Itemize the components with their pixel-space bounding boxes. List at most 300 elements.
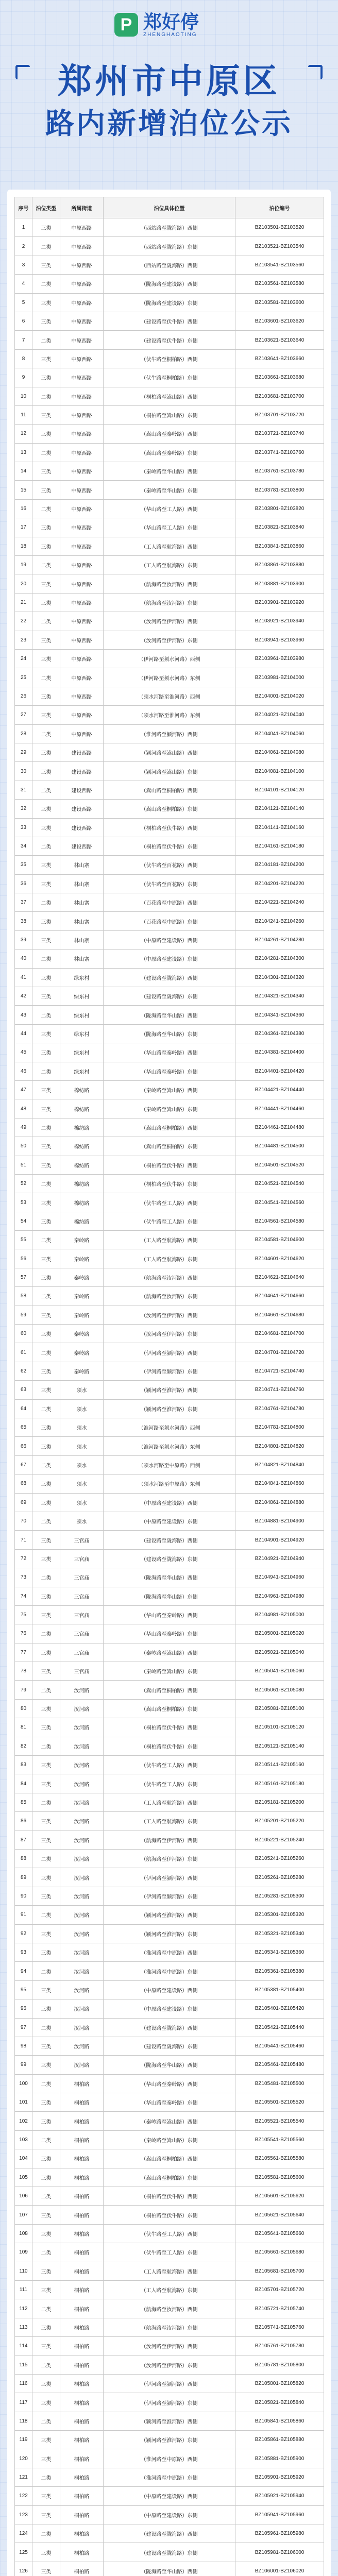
table-row: [15, 1737, 324, 1755]
cell-number: BZ103501-BZ103520: [235, 218, 324, 237]
cell-location: （建设路至陇海路）东侧: [104, 2037, 235, 2055]
cell-location: （颍河路至淮河路）东侧: [104, 1399, 235, 1418]
cell-location: （颍河路至嵩山路）西侧: [104, 743, 235, 761]
cell-type: 三类: [32, 1325, 60, 1343]
cell-street: 林山寨: [60, 893, 104, 912]
cell-location: （伏牛路至百花路）东侧: [104, 874, 235, 893]
table-row: [15, 1531, 324, 1549]
cell-index: 47: [15, 1080, 32, 1099]
cell-type: 二类: [32, 1062, 60, 1080]
cell-number: BZ104501-BZ104520: [235, 1156, 324, 1174]
cell-number: BZ103821-BZ103840: [235, 518, 324, 537]
cell-location: （华山路至工人路）东侧: [104, 518, 235, 537]
cell-number: BZ103621-BZ103640: [235, 331, 324, 349]
cell-index: 3: [15, 256, 32, 274]
cell-number: BZ104921-BZ104940: [235, 1549, 324, 1568]
cell-street: 棉纺路: [60, 1212, 104, 1230]
table-row: [15, 2543, 324, 2562]
cell-number: BZ104701-BZ104720: [235, 1343, 324, 1362]
cell-index: 38: [15, 912, 32, 930]
cell-number: BZ103901-BZ103920: [235, 593, 324, 612]
cell-street: 桐柏路: [60, 2149, 104, 2168]
cell-street: 中原西路: [60, 368, 104, 387]
table-row: [15, 706, 324, 724]
cell-location: （嵩山路至桐柏路）西侧: [104, 1118, 235, 1137]
cell-number: BZ103961-BZ103980: [235, 649, 324, 668]
cell-number: BZ104001-BZ104020: [235, 687, 324, 705]
cell-number: BZ104641-BZ104660: [235, 1287, 324, 1306]
cell-index: 55: [15, 1231, 32, 1249]
cell-type: 二类: [32, 275, 60, 293]
cell-index: 5: [15, 293, 32, 312]
cell-index: 31: [15, 781, 32, 799]
cell-number: BZ105101-BZ105120: [235, 1718, 324, 1737]
cell-type: 二类: [32, 1287, 60, 1306]
cell-location: （秦岭路至嵩山路）西侧: [104, 2112, 235, 2130]
cell-street: 建设西路: [60, 800, 104, 818]
cell-location: （中原路至建设路）西侧: [104, 930, 235, 949]
cell-street: 林山寨: [60, 930, 104, 949]
cell-type: 二类: [32, 781, 60, 799]
cell-index: 122: [15, 2487, 32, 2505]
cell-number: BZ104061-BZ104080: [235, 743, 324, 761]
cell-number: BZ104681-BZ104700: [235, 1325, 324, 1343]
cell-index: 116: [15, 2374, 32, 2393]
cell-index: 59: [15, 1306, 32, 1324]
cell-street: 绿东村: [60, 987, 104, 1006]
cell-street: 桐柏路: [60, 2337, 104, 2355]
table-row: [15, 331, 324, 349]
cell-number: BZ103701-BZ103720: [235, 405, 324, 424]
cell-street: 秦岭路: [60, 1268, 104, 1286]
cell-type: 三类: [32, 2393, 60, 2412]
cell-number: BZ104261-BZ104280: [235, 930, 324, 949]
cell-location: （建设路至陇海路）西侧: [104, 2018, 235, 2037]
cell-street: 三官庙: [60, 1624, 104, 1643]
cell-street: 中原西路: [60, 481, 104, 499]
cell-number: BZ105901-BZ105920: [235, 2468, 324, 2486]
cell-number: BZ105741-BZ105760: [235, 2318, 324, 2336]
cell-location: （嵩山路至桐柏路）东侧: [104, 800, 235, 818]
cell-index: 22: [15, 612, 32, 631]
cell-street: 中原西路: [60, 499, 104, 518]
table-row: [15, 1043, 324, 1062]
cell-type: 三类: [32, 2206, 60, 2224]
cell-index: 113: [15, 2318, 32, 2336]
table-row: [15, 1062, 324, 1080]
cell-street: 桐柏路: [60, 2206, 104, 2224]
cell-type: 三类: [32, 1212, 60, 1230]
cell-location: （淮河路至中原路）东侧: [104, 2468, 235, 2486]
cell-type: 二类: [32, 1512, 60, 1530]
cell-number: BZ105161-BZ105180: [235, 1774, 324, 1793]
cell-location: （航海路至汝河路）西侧: [104, 2299, 235, 2318]
cell-index: 34: [15, 837, 32, 855]
cell-street: 汝河路: [60, 2018, 104, 2037]
cell-number: BZ105481-BZ105500: [235, 2074, 324, 2093]
cell-number: BZ105981-BZ106000: [235, 2543, 324, 2562]
cell-number: BZ103541-BZ103560: [235, 256, 324, 274]
cell-location: （中原路至建设路）东侧: [104, 1999, 235, 2018]
cell-number: BZ105881-BZ105900: [235, 2449, 324, 2468]
cell-type: 三类: [32, 1662, 60, 1681]
table-row: [15, 405, 324, 424]
cell-index: 46: [15, 1062, 32, 1080]
cell-street: 三官庙: [60, 1549, 104, 1568]
cell-street: 中原西路: [60, 275, 104, 293]
table-row: [15, 425, 324, 443]
table-row: [15, 1568, 324, 1587]
cell-location: （伊河路至颍河路）东侧: [104, 1362, 235, 1380]
cell-street: 汝河路: [60, 1699, 104, 1718]
cell-number: BZ105681-BZ105700: [235, 2262, 324, 2280]
cell-number: BZ104241-BZ104260: [235, 912, 324, 930]
cell-street: 建设西路: [60, 743, 104, 761]
header: [0, 0, 338, 185]
cell-street: 林山寨: [60, 856, 104, 874]
table-row: [15, 518, 324, 537]
cell-location: （工人路至航海路）西侧: [104, 1231, 235, 1249]
cell-number: BZ104601-BZ104620: [235, 1249, 324, 1268]
cell-index: 61: [15, 1343, 32, 1362]
cell-index: 19: [15, 556, 32, 574]
cell-index: 81: [15, 1718, 32, 1737]
table-row: [15, 1080, 324, 1099]
table-row: [15, 368, 324, 387]
cell-index: 100: [15, 2074, 32, 2093]
cell-index: 88: [15, 1849, 32, 1868]
cell-type: 二类: [32, 237, 60, 256]
cell-street: 中原西路: [60, 649, 104, 668]
cell-location: （伏牛路至工人路）东侧: [104, 1774, 235, 1793]
cell-location: （华山路至秦岭路）东侧: [104, 1062, 235, 1080]
table-row: [15, 2187, 324, 2206]
cell-index: 14: [15, 462, 32, 481]
cell-index: 68: [15, 1475, 32, 1493]
cell-number: BZ104821-BZ104840: [235, 1455, 324, 1474]
table-row: [15, 2130, 324, 2149]
cell-location: （伊河路至颍河路）西侧: [104, 1868, 235, 1887]
cell-index: 73: [15, 1568, 32, 1587]
cell-number: BZ103561-BZ103580: [235, 275, 324, 293]
cell-type: 三类: [32, 349, 60, 368]
cell-type: 三类: [32, 1080, 60, 1099]
cell-number: BZ104021-BZ104040: [235, 706, 324, 724]
cell-index: 126: [15, 2562, 32, 2576]
cell-location: （秦岭路至嵩山路）东侧: [104, 1099, 235, 1118]
cell-index: 82: [15, 1737, 32, 1755]
cell-index: 74: [15, 1587, 32, 1605]
cell-location: （嵩山路至桐柏路）西侧: [104, 781, 235, 799]
cell-index: 48: [15, 1099, 32, 1118]
cell-type: 三类: [32, 1249, 60, 1268]
cell-index: 56: [15, 1249, 32, 1268]
table-row: [15, 1493, 324, 1512]
cell-type: 三类: [32, 2505, 60, 2524]
cell-index: 117: [15, 2393, 32, 2412]
cell-street: 中原西路: [60, 462, 104, 481]
cell-number: BZ104661-BZ104680: [235, 1306, 324, 1324]
cell-index: 105: [15, 2168, 32, 2187]
cell-type: 三类: [32, 2374, 60, 2393]
cell-type: 三类: [32, 1756, 60, 1774]
table-row: [15, 1512, 324, 1530]
cell-index: 50: [15, 1137, 32, 1156]
cell-location: （嵩山路至桐柏路）东侧: [104, 1137, 235, 1156]
cell-number: BZ103921-BZ103940: [235, 612, 324, 631]
cell-number: BZ104961-BZ104980: [235, 1587, 324, 1605]
cell-index: 10: [15, 387, 32, 405]
table-row: [15, 2449, 324, 2468]
cell-street: 建设西路: [60, 818, 104, 837]
cell-location: （桐柏路至伏牛路）西侧: [104, 1156, 235, 1174]
header-index: 序号: [15, 197, 32, 218]
cell-number: BZ105761-BZ105780: [235, 2337, 324, 2355]
cell-number: BZ104121-BZ104140: [235, 800, 324, 818]
cell-number: BZ105241-BZ105260: [235, 1849, 324, 1868]
cell-number: BZ105501-BZ105520: [235, 2093, 324, 2112]
cell-type: 二类: [32, 668, 60, 687]
cell-index: 79: [15, 1681, 32, 1699]
table-row: [15, 856, 324, 874]
cell-number: BZ103761-BZ103780: [235, 462, 324, 481]
cell-street: 汝河路: [60, 1812, 104, 1831]
cell-street: 棉纺路: [60, 1137, 104, 1156]
cell-number: BZ104741-BZ104760: [235, 1381, 324, 1399]
cell-location: （颍河路至淮河路）西侧: [104, 1906, 235, 1924]
cell-type: 三类: [32, 2543, 60, 2562]
cell-index: 1: [15, 218, 32, 237]
cell-street: 汝河路: [60, 1906, 104, 1924]
cell-street: 桐柏路: [60, 2318, 104, 2336]
cell-street: 须水: [60, 1512, 104, 1530]
cell-street: 汝河路: [60, 1737, 104, 1755]
cell-street: 桐柏路: [60, 2074, 104, 2093]
table-row: [15, 649, 324, 668]
cell-type: 二类: [32, 612, 60, 631]
cell-location: （航海路至伊河路）西侧: [104, 1831, 235, 1849]
cell-number: BZ104161-BZ104180: [235, 837, 324, 855]
cell-street: 棉纺路: [60, 1174, 104, 1193]
cell-street: 中原西路: [60, 443, 104, 462]
cell-number: BZ105301-BZ105320: [235, 1906, 324, 1924]
cell-number: BZ105381-BZ105400: [235, 1980, 324, 1999]
cell-type: 二类: [32, 2412, 60, 2430]
cell-type: 三类: [32, 2112, 60, 2130]
table-row: [15, 950, 324, 968]
table-row: [15, 537, 324, 555]
header-number: 泊位编号: [235, 197, 324, 218]
table-row: [15, 275, 324, 293]
cell-number: BZ105781-BZ105800: [235, 2355, 324, 2374]
cell-location: （建设路至伏牛路）西侧: [104, 312, 235, 330]
cell-street: 汝河路: [60, 1980, 104, 1999]
cell-type: 三类: [32, 2037, 60, 2055]
cell-index: 96: [15, 1999, 32, 2018]
cell-type: 二类: [32, 1118, 60, 1137]
cell-location: （桐柏路至伏牛路）西侧: [104, 2187, 235, 2206]
cell-street: 中原西路: [60, 593, 104, 612]
cell-location: （工人路至航海路）东侧: [104, 1812, 235, 1831]
cell-type: 三类: [32, 1812, 60, 1831]
cell-street: 棉纺路: [60, 1118, 104, 1137]
cell-street: 桐柏路: [60, 2112, 104, 2130]
cell-type: 三类: [32, 1718, 60, 1737]
cell-street: 中原西路: [60, 425, 104, 443]
cell-index: 27: [15, 706, 32, 724]
cell-street: 建设西路: [60, 762, 104, 781]
table-row: [15, 800, 324, 818]
table-row: [15, 2243, 324, 2262]
cell-street: 秦岭路: [60, 1231, 104, 1249]
cell-location: （须水河路至中原路）西侧: [104, 1455, 235, 1474]
logo-name: 郑好停: [143, 11, 199, 32]
cell-index: 44: [15, 1024, 32, 1043]
cell-street: 汝河路: [60, 1681, 104, 1699]
cell-street: 须水: [60, 1455, 104, 1474]
cell-index: 76: [15, 1624, 32, 1643]
cell-number: BZ104481-BZ104500: [235, 1137, 324, 1156]
cell-type: 二类: [32, 724, 60, 743]
cell-street: 棉纺路: [60, 1156, 104, 1174]
table-row: [15, 1362, 324, 1380]
cell-street: 三官庙: [60, 1662, 104, 1681]
cell-location: （须水河路至淮河路）东侧: [104, 706, 235, 724]
cell-type: 二类: [32, 2299, 60, 2318]
cell-number: BZ105641-BZ105660: [235, 2224, 324, 2243]
cell-number: BZ105541-BZ105560: [235, 2130, 324, 2149]
cell-index: 86: [15, 1812, 32, 1831]
cell-location: （桐柏路至伏牛路）东侧: [104, 1737, 235, 1755]
cell-index: 103: [15, 2130, 32, 2149]
header-street: 所属街道: [60, 197, 104, 218]
cell-street: 绿东村: [60, 1006, 104, 1024]
cell-number: BZ105521-BZ105540: [235, 2112, 324, 2130]
cell-number: BZ104141-BZ104160: [235, 818, 324, 837]
cell-type: 二类: [32, 1962, 60, 1980]
cell-type: 三类: [32, 1699, 60, 1718]
cell-street: 汝河路: [60, 1887, 104, 1905]
cell-street: 汝河路: [60, 1718, 104, 1737]
cell-number: BZ105621-BZ105640: [235, 2206, 324, 2224]
cell-number: BZ105441-BZ105460: [235, 2037, 324, 2055]
cell-street: 桐柏路: [60, 2505, 104, 2524]
cell-street: 中原西路: [60, 574, 104, 593]
cell-street: 汝河路: [60, 1924, 104, 1943]
cell-street: 三官庙: [60, 1531, 104, 1549]
cell-number: BZ105141-BZ105160: [235, 1756, 324, 1774]
cell-location: （秦岭路至嵩山路）东侧: [104, 1662, 235, 1681]
cell-street: 中原西路: [60, 556, 104, 574]
cell-type: 三类: [32, 1362, 60, 1380]
cell-number: BZ105801-BZ105820: [235, 2374, 324, 2393]
cell-street: 中原西路: [60, 312, 104, 330]
cell-index: 104: [15, 2149, 32, 2168]
cell-type: 三类: [32, 1980, 60, 1999]
table-row: [15, 1624, 324, 1643]
table-row: [15, 1174, 324, 1193]
cell-location: （航海路至汝河路）东侧: [104, 593, 235, 612]
table-row: [15, 1718, 324, 1737]
cell-number: BZ105021-BZ105040: [235, 1643, 324, 1662]
cell-street: 桐柏路: [60, 2299, 104, 2318]
cell-index: 69: [15, 1493, 32, 1512]
cell-location: （嵩山路至桐柏路）西侧: [104, 1681, 235, 1699]
cell-type: 三类: [32, 1924, 60, 1943]
cell-location: （伊河路至颍河路）东侧: [104, 1887, 235, 1905]
cell-type: 三类: [32, 762, 60, 781]
cell-location: （华山路至秦岭路）东侧: [104, 1624, 235, 1643]
table-row: [15, 349, 324, 368]
cell-location: （桐柏路至伏牛路）东侧: [104, 837, 235, 855]
cell-street: 桐柏路: [60, 2487, 104, 2505]
cell-street: 秦岭路: [60, 1362, 104, 1380]
cell-index: 39: [15, 930, 32, 949]
page-subtitle: 路内新增泊位公示: [45, 107, 293, 140]
cell-type: 三类: [32, 1137, 60, 1156]
cell-index: 42: [15, 987, 32, 1006]
cell-number: BZ105721-BZ105740: [235, 2299, 324, 2318]
cell-type: 三类: [32, 968, 60, 987]
cell-location: （建设路至陇海路）西侧: [104, 1531, 235, 1549]
logo: [114, 9, 199, 40]
cell-number: BZ104361-BZ104380: [235, 1024, 324, 1043]
cell-number: BZ103861-BZ103880: [235, 556, 324, 574]
cell-location: （桐柏路至伏牛路）西侧: [104, 1718, 235, 1737]
cell-street: 绿东村: [60, 968, 104, 987]
cell-location: （建设路至陇海路）西侧: [104, 968, 235, 987]
cell-index: 123: [15, 2505, 32, 2524]
cell-location: （桐柏路至嵩山路）东侧: [104, 405, 235, 424]
cell-number: BZ103661-BZ103680: [235, 368, 324, 387]
cell-type: 二类: [32, 2243, 60, 2262]
cell-location: （须水河路至中原路）东侧: [104, 1475, 235, 1493]
cell-street: 须水: [60, 1493, 104, 1512]
cell-number: BZ105581-BZ105600: [235, 2168, 324, 2187]
cell-location: （华山路至工人路）西侧: [104, 499, 235, 518]
cell-street: 棉纺路: [60, 1099, 104, 1118]
cell-location: （陇海路至华山路）西侧: [104, 1006, 235, 1024]
table-row: [15, 1455, 324, 1474]
cell-index: 23: [15, 631, 32, 649]
cell-street: 中原西路: [60, 612, 104, 631]
cell-location: （淮河路至中原路）东侧: [104, 1962, 235, 1980]
cell-street: 三官庙: [60, 1568, 104, 1587]
cell-street: 桐柏路: [60, 2524, 104, 2543]
cell-street: 汝河路: [60, 1756, 104, 1774]
cell-type: 三类: [32, 1587, 60, 1605]
cell-location: （陇海路至建设路）西侧: [104, 275, 235, 293]
cell-location: （中原路至建设路）西侧: [104, 2487, 235, 2505]
cell-number: BZ104101-BZ104120: [235, 781, 324, 799]
cell-location: （伏牛路至桐柏路）东侧: [104, 368, 235, 387]
cell-location: （伏牛路至工人路）东侧: [104, 2243, 235, 2262]
cell-index: 124: [15, 2524, 32, 2543]
cell-street: 建设西路: [60, 837, 104, 855]
cell-type: 三类: [32, 312, 60, 330]
cell-type: 三类: [32, 1868, 60, 1887]
cell-location: （中原路至建设路）东侧: [104, 950, 235, 968]
cell-number: BZ104621-BZ104640: [235, 1268, 324, 1286]
table-row: [15, 1793, 324, 1811]
cell-street: 桐柏路: [60, 2130, 104, 2149]
cell-location: （伏牛路至桐柏路）西侧: [104, 349, 235, 368]
cell-type: 二类: [32, 2130, 60, 2149]
cell-location: （秦岭路至嵩山路）东侧: [104, 2130, 235, 2149]
cell-street: 中原西路: [60, 724, 104, 743]
cell-location: （桐柏路至伏牛路）东侧: [104, 1174, 235, 1193]
notice-sheet: [7, 190, 331, 2576]
